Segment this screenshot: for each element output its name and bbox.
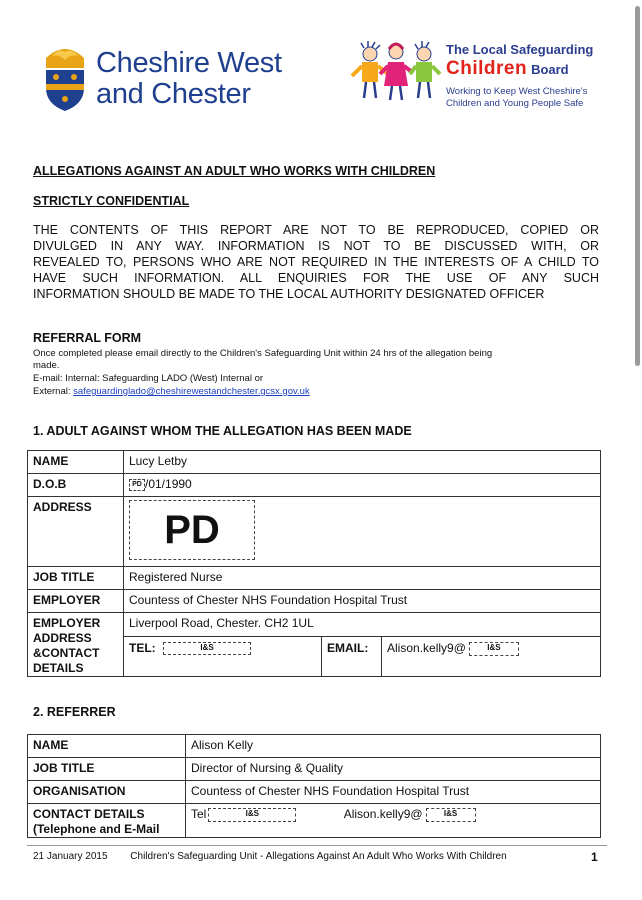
table-row: [28, 781, 601, 804]
employer-address-value: Liverpool Road, Chester. CH2 1UL: [124, 613, 601, 637]
dob-redaction: PD: [129, 479, 145, 491]
referrer-tel-redaction: I&S: [208, 808, 296, 822]
employer-address-label-line: EMPLOYER: [33, 616, 101, 630]
dob-partial: /01/1990: [145, 477, 192, 491]
lscb-tagline-line1: Working to Keep West Cheshire's: [446, 86, 588, 97]
confidential-heading: STRICTLY CONFIDENTIAL: [33, 194, 190, 208]
crest-icon: [40, 44, 90, 112]
footer-date: 21 January 2015: [33, 851, 108, 862]
table-row: [28, 735, 601, 758]
employer-address-label-line: DETAILS: [33, 661, 84, 675]
lscb-children-word: Children: [446, 58, 528, 79]
table-row: [28, 613, 601, 637]
adult-details-table: [27, 450, 601, 677]
confidential-line: REVEALED TO, PERSONS WHO ARE NOT REQUIRED IN THE INTERESTS OF A CHILD TO: [33, 255, 599, 269]
employer-address-label-line: &CONTACT: [33, 646, 100, 660]
email-cell: [382, 637, 601, 677]
external-email-link[interactable]: safeguardinglado@cheshirewestandchester.gcsx.gov.uk: [73, 386, 310, 397]
confidentiality-notice: [33, 222, 599, 302]
council-logo: [40, 44, 290, 114]
referral-form-title: REFERRAL FORM: [33, 331, 142, 345]
table-row: [28, 590, 601, 613]
confidential-line: DIVULGED IN ANY WAY. INFORMATION IS NOT TO BE DISCUSSED WITH, OR: [33, 239, 599, 253]
referrer-job-value: Director of Nursing & Quality: [186, 758, 601, 781]
referrer-name-value: Alison Kelly: [186, 735, 601, 758]
job-title-value: Registered Nurse: [124, 567, 601, 590]
table-row: [28, 567, 601, 590]
lscb-tagline-line2: Children and Young People Safe: [446, 98, 584, 109]
internal-email-line: E-mail: Internal: Safeguarding LADO (West) Internal or: [33, 373, 264, 384]
address-redaction: PD: [129, 500, 255, 560]
footer-text: Children's Safeguarding Unit - Allegations Against An Adult Who Works With Children: [130, 851, 507, 862]
table-row: [28, 497, 601, 567]
lscb-tagline: [446, 86, 606, 110]
lscb-title-line2: [446, 58, 569, 80]
referrer-email-redaction: I&S: [426, 808, 476, 822]
tel-cell: [124, 637, 322, 677]
referrer-org-label: ORGANISATION: [28, 781, 186, 804]
children-figures-icon: [350, 40, 442, 106]
council-name: [96, 48, 282, 110]
dob-label: D.O.B: [28, 474, 124, 497]
address-label: ADDRESS: [28, 497, 124, 567]
lscb-title: The Local Safeguarding: [446, 42, 594, 57]
external-email-line: [33, 386, 310, 397]
confidential-line: HAVE SUCH INFORMATION. ALL ENQUIRIES FOR THE USE OF ANY SUCH: [33, 271, 599, 285]
table-row: [28, 474, 601, 497]
tel-label: TEL:: [129, 641, 156, 656]
footer: [33, 851, 507, 862]
confidential-line: INFORMATION SHOULD BE MADE TO THE LOCAL AUTHORITY DESIGNATED OFFICER: [33, 287, 545, 301]
address-value: [124, 497, 601, 567]
table-row: [28, 804, 601, 838]
section1-title: 1. ADULT AGAINST WHOM THE ALLEGATION HAS BEEN MADE: [33, 424, 412, 438]
adult-name-label: NAME: [28, 451, 124, 474]
page-number: 1: [591, 850, 598, 864]
external-email-label: External:: [33, 386, 74, 397]
referrer-name-label: NAME: [28, 735, 186, 758]
referrer-table: [27, 734, 601, 838]
dob-value: [124, 474, 601, 497]
table-row: [28, 758, 601, 781]
referrer-org-value: Countess of Chester NHS Foundation Hospital Trust: [186, 781, 601, 804]
lscb-logo: [350, 40, 600, 112]
referrer-job-label: JOB TITLE: [28, 758, 186, 781]
referrer-contact-label-line: CONTACT DETAILS: [33, 807, 145, 821]
employer-label: EMPLOYER: [28, 590, 124, 613]
scrollbar[interactable]: [635, 6, 640, 366]
employer-value: Countess of Chester NHS Foundation Hospital Trust: [124, 590, 601, 613]
email-redaction: I&S: [469, 642, 519, 656]
referral-instruction: Once completed please email directly to the Children's Safeguarding Unit within 24 hrs of the allegation being: [33, 348, 493, 359]
section2-title: 2. REFERRER: [33, 705, 116, 719]
email-value: Alison.kelly9@: [387, 641, 466, 656]
lscb-board-word: Board: [531, 62, 569, 77]
referral-instruction-cont: made.: [33, 360, 60, 371]
employer-address-label: [28, 613, 124, 677]
referrer-contact-label: [28, 804, 186, 838]
document-title: ALLEGATIONS AGAINST AN ADULT WHO WORKS WITH CHILDREN: [33, 164, 436, 178]
council-name-line1: Cheshire West: [96, 47, 282, 79]
employer-address-label-line: ADDRESS: [33, 631, 92, 645]
job-title-label: JOB TITLE: [28, 567, 124, 590]
referrer-email-value: Alison.kelly9@: [343, 807, 423, 821]
footer-divider: [27, 845, 607, 846]
adult-name-value: Lucy Letby: [124, 451, 601, 474]
table-row: [28, 451, 601, 474]
referrer-contact-label-line: (Telephone and E-Mail: [33, 822, 160, 836]
email-label: EMAIL:: [322, 637, 382, 677]
tel-redaction: I&S: [163, 642, 251, 655]
referrer-tel-label: Tel: [191, 807, 207, 821]
referrer-contact-value: [186, 804, 601, 838]
confidential-line: THE CONTENTS OF THIS REPORT ARE NOT TO BE REPRODUCED, COPIED OR: [33, 223, 599, 237]
council-name-line2: and Chester: [96, 78, 251, 110]
